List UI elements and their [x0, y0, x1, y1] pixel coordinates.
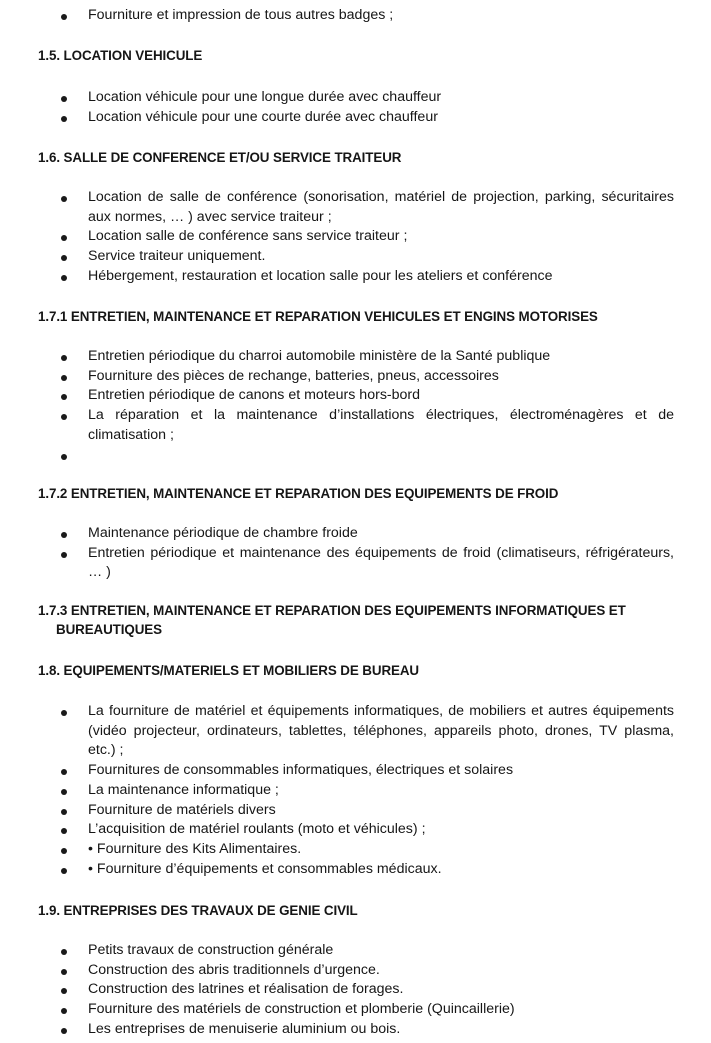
section-heading-continuation: BUREAUTIQUES [56, 622, 162, 637]
bullet-icon [61, 255, 67, 261]
bullet-icon [61, 394, 67, 400]
list-item-text: La maintenance informatique ; [88, 781, 279, 798]
list-item [0, 761, 711, 781]
list-item [0, 1020, 711, 1040]
bullet-icon [61, 1028, 67, 1034]
list-item-text: Les entreprises de menuiserie aluminium ou bois. [88, 1020, 401, 1037]
top-list [0, 6, 711, 26]
list-item [0, 88, 711, 108]
list-item [0, 820, 711, 840]
bullet-icon [61, 355, 67, 361]
list-item-text: Construction des abris traditionnels d’urgence. [88, 961, 380, 978]
bullet-icon [61, 949, 67, 955]
list-item [0, 386, 711, 406]
list-item [0, 980, 711, 1000]
list-item [0, 544, 711, 583]
list-item [0, 267, 711, 287]
list-item [0, 367, 711, 387]
list-item [0, 524, 711, 544]
bullet-icon [61, 868, 67, 874]
list-item-text: Location salle de conférence sans service traiteur ; [88, 228, 408, 245]
list-item [0, 188, 711, 227]
list-item [0, 961, 711, 981]
bullet-icon [61, 789, 67, 795]
list-item-text: Fourniture des pièces de rechange, batteries, pneus, accessoires [88, 367, 499, 384]
list-item-text: Location véhicule pour une courte durée avec chauffeur [88, 108, 438, 125]
section-heading-1-5: 1.5. LOCATION VEHICULE [38, 48, 203, 63]
bullet-icon [61, 988, 67, 994]
list-item-text: Fourniture des matériels de construction et plomberie (Quincaillerie) [88, 1001, 515, 1018]
list-item-text: Fourniture de matériels divers [88, 801, 276, 818]
section-list-1-9 [0, 941, 711, 1040]
bullet-icon [61, 196, 67, 202]
section-list-1-5 [0, 88, 711, 127]
section-heading-1-6: 1.6. SALLE DE CONFERENCE ET/OU SERVICE TRAITEUR [38, 150, 402, 165]
list-item-text: • Fourniture d’équipements et consommables médicaux. [88, 860, 442, 877]
bullet-icon [61, 96, 67, 102]
list-item-text: Location de salle de conférence (sonorisation, matériel de projection, parking, sécuritaires aux normes, … ) avec service traiteur ; [88, 189, 674, 225]
list-item-text: Entretien périodique du charroi automobile ministère de la Santé publique [88, 348, 551, 364]
list-item-text: Entretien périodique de canons et moteurs hors-bord [88, 387, 421, 404]
bullet-icon [61, 14, 67, 20]
list-item [0, 347, 711, 367]
section-list-1-6 [0, 188, 711, 287]
list-item [0, 702, 711, 761]
list-item [0, 406, 711, 445]
bullet-icon [61, 828, 67, 834]
list-item-text: Petits travaux de construction générale [88, 942, 334, 958]
list-item [0, 6, 711, 26]
bullet-icon [61, 552, 67, 558]
section-list-1-8 [0, 702, 711, 879]
list-item-text: Fournitures de consommables informatiques, électriques et solaires [88, 762, 514, 779]
section-list-1-7-1 [0, 347, 711, 465]
list-item [0, 781, 711, 801]
bullet-icon [61, 375, 67, 381]
bullet-icon [61, 1008, 67, 1014]
list-item-text: Hébergement, restauration et location salle pour les ateliers et conférence [88, 267, 553, 284]
list-item [0, 941, 711, 961]
bullet-icon [61, 235, 67, 241]
bullet-icon [61, 809, 67, 815]
list-item [0, 247, 711, 267]
section-heading-1-8: 1.8. EQUIPEMENTS/MATERIELS ET MOBILIERS DE BUREAU [38, 663, 419, 678]
list-item-text: La fourniture de matériel et équipements informatiques, de mobiliers et autres équipements (vidéo projecteur, ordinateurs, tablettes, téléphones, appareils photo, drones, TV plasma, etc.) ; [88, 703, 674, 759]
bullet-icon [61, 454, 67, 460]
list-item-text: L’acquisition de matériel roulants (moto et véhicules) ; [88, 821, 426, 838]
list-item [0, 108, 711, 128]
bullet-icon [61, 710, 67, 716]
section-heading-1-9: 1.9. ENTREPRISES DES TRAVAUX DE GENIE CIVIL [38, 903, 358, 918]
section-heading-1-7-3 [38, 601, 678, 639]
section-heading-1-7-1: 1.7.1 ENTRETIEN, MAINTENANCE ET REPARATION VEHICULES ET ENGINS MOTORISES [38, 309, 598, 324]
bullet-icon [61, 969, 67, 975]
list-item [0, 1000, 711, 1020]
list-item [0, 840, 711, 860]
list-item-empty [0, 446, 711, 466]
list-item-text: Service traiteur uniquement. [88, 248, 266, 265]
list-item-text: Construction des latrines et réalisation de forages. [88, 981, 404, 998]
bullet-icon [61, 769, 67, 775]
list-item-text: • Fourniture des Kits Alimentaires. [88, 840, 302, 857]
list-item-text: Entretien périodique et maintenance des équipements de froid (climatiseurs, réfrigérateurs, … ) [88, 544, 674, 581]
section-heading-1-7-2: 1.7.2 ENTRETIEN, MAINTENANCE ET REPARATION DES EQUIPEMENTS DE FROID [38, 486, 559, 501]
list-item-text: Fourniture et impression de tous autres badges ; [88, 7, 394, 23]
list-item-text: Maintenance périodique de chambre froide [88, 525, 358, 541]
bullet-icon [61, 848, 67, 854]
section-list-1-7-2 [0, 524, 711, 583]
bullet-icon [61, 116, 67, 122]
bullet-icon [61, 414, 67, 420]
list-item [0, 860, 711, 880]
list-item-text: La réparation et la maintenance d’installations électriques, électroménagères et de climatisation ; [88, 407, 674, 443]
list-item [0, 227, 711, 247]
bullet-icon [61, 532, 67, 538]
list-item [0, 801, 711, 821]
bullet-icon [61, 275, 67, 281]
list-item-text: Location véhicule pour une longue durée avec chauffeur [88, 89, 442, 105]
section-heading-text: 1.7.3 ENTRETIEN, MAINTENANCE ET REPARATION DES EQUIPEMENTS INFORMATIQUES ET [38, 603, 626, 618]
